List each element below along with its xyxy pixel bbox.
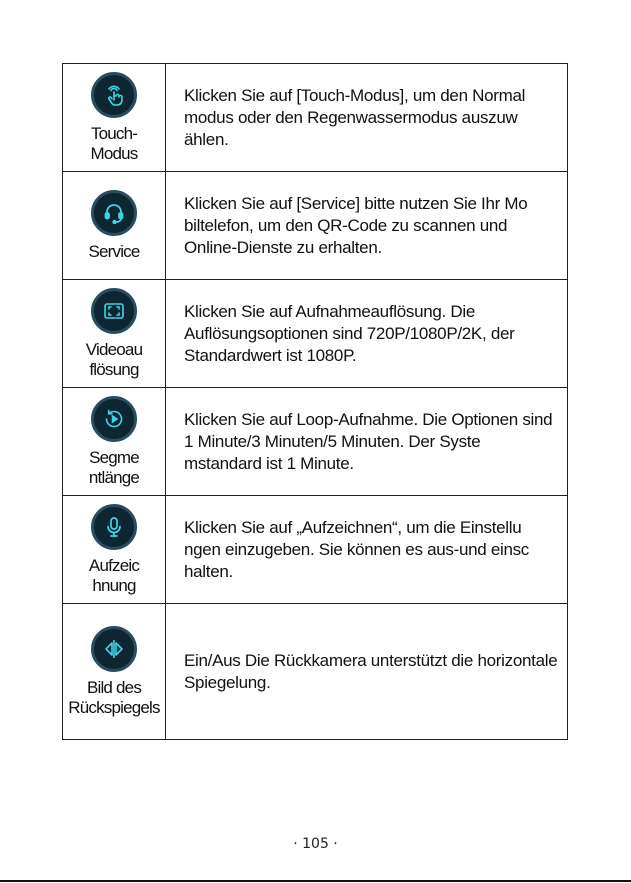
row-description: Klicken Sie auf Loop-Aufnahme. Die Optionen sind 1 Minute/3 Minuten/5 Minuten. Der Syste mstandard ist 1 Minute. [166, 388, 568, 496]
table-row [63, 172, 568, 280]
row-label: Videoau flösung [85, 339, 143, 379]
table-row [63, 604, 568, 740]
row-description: Klicken Sie auf „Aufzeichnen“, um die Einstellu ngen einzugeben. Sie können es aus-und einsc halten. [166, 496, 568, 604]
headset-service-icon [91, 190, 137, 236]
table-row [63, 388, 568, 496]
row-label: Aufzeic hnung [88, 555, 140, 595]
row-label: Touch- Modus [90, 123, 138, 163]
mirror-flip-icon [91, 626, 137, 672]
page-number: · 105 · [293, 836, 338, 852]
table-row [63, 280, 568, 388]
loop-recording-icon [91, 396, 137, 442]
row-description: Ein/Aus Die Rückkamera unterstützt die horizontale Spiegelung. [166, 604, 568, 740]
row-description: Klicken Sie auf [Service] bitte nutzen Sie Ihr Mo biltelefon, um den QR-Code zu scannen und Online-Dienste zu erhalten. [166, 172, 568, 280]
bottom-divider [0, 880, 631, 882]
table-row [63, 64, 568, 172]
row-label: Segme ntlänge [88, 447, 140, 487]
row-label: Bild des Rückspiegels [68, 677, 160, 717]
table-row [63, 496, 568, 604]
video-resolution-icon [91, 288, 137, 334]
row-description: Klicken Sie auf Aufnahmeauflösung. Die Auflösungsoptionen sind 720P/1080P/2K, der Standardwert ist 1080P. [166, 280, 568, 388]
row-description: Klicken Sie auf [Touch-Modus], um den Normal modus oder den Regenwassermodus auszuw ählen. [166, 64, 568, 172]
settings-table [62, 63, 568, 740]
microphone-icon [91, 504, 137, 550]
touch-hand-icon [91, 72, 137, 118]
row-label: Service [88, 241, 140, 261]
